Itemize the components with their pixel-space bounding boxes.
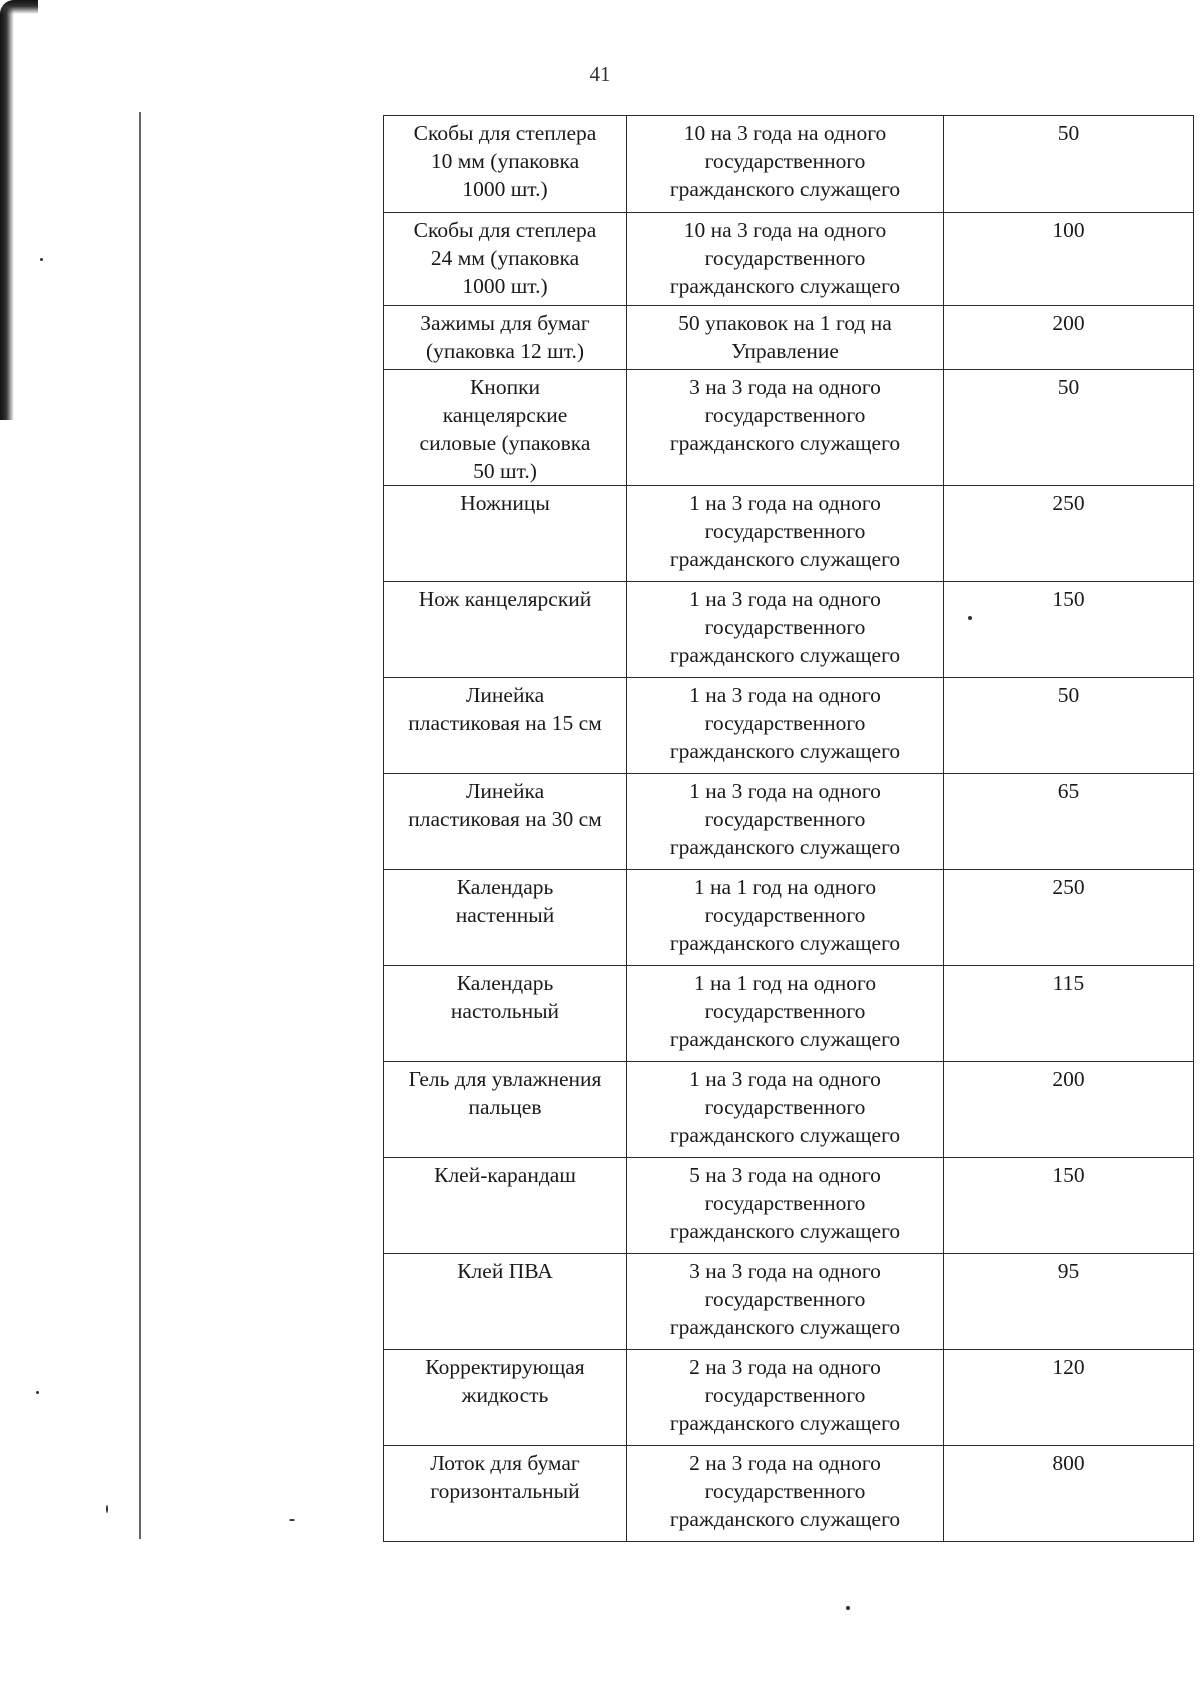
table-row — [384, 213, 1194, 306]
item-name-cell — [384, 116, 627, 213]
item-name-cell — [384, 213, 627, 306]
item-price-cell — [944, 306, 1194, 370]
page-number: 41 — [589, 62, 611, 86]
item-price-cell — [944, 1254, 1194, 1350]
item-price-cell — [944, 1062, 1194, 1158]
item-norm-cell — [627, 678, 944, 774]
item-price-cell — [944, 678, 1194, 774]
table-row — [384, 306, 1194, 370]
item-name-cell — [384, 966, 627, 1062]
item-name-cell — [384, 870, 627, 966]
item-norm-cell — [627, 582, 944, 678]
scan-speck — [36, 1391, 39, 1394]
supplies-table-body — [384, 116, 1194, 1542]
scan-speck — [106, 1505, 108, 1513]
item-price: 250 — [1052, 491, 1085, 515]
table-row — [384, 582, 1194, 678]
table-row — [384, 1158, 1194, 1254]
scan-speck — [289, 1519, 295, 1521]
item-price: 50 — [1057, 121, 1080, 145]
item-price: 115 — [1052, 971, 1085, 995]
item-price-cell — [944, 870, 1194, 966]
item-name-cell — [384, 1254, 627, 1350]
table-row — [384, 870, 1194, 966]
item-name-cell — [384, 774, 627, 870]
item-norm-cell — [627, 1062, 944, 1158]
item-name-cell — [384, 486, 627, 582]
item-price: 65 — [1057, 779, 1080, 803]
margin-line — [139, 112, 141, 1539]
item-price-cell — [944, 1446, 1194, 1542]
item-name: Клей-карандаш — [434, 1163, 576, 1187]
item-norm-cell — [627, 966, 944, 1062]
item-norm: 10 на 3 года на одного государственного гражданского служащего — [669, 121, 901, 201]
item-norm-cell — [627, 1254, 944, 1350]
item-name-cell — [384, 1158, 627, 1254]
item-price-cell — [944, 486, 1194, 582]
item-name: Корректирующая жидкость — [425, 1355, 585, 1407]
item-price-cell — [944, 116, 1194, 213]
item-price-cell — [944, 370, 1194, 486]
item-name-cell — [384, 370, 627, 486]
table-row — [384, 966, 1194, 1062]
item-name-cell — [384, 1350, 627, 1446]
item-norm-cell — [627, 486, 944, 582]
item-name-cell — [384, 582, 627, 678]
item-norm: 10 на 3 года на одного государственного гражданского служащего — [669, 218, 901, 298]
item-name: Нож канцелярский — [418, 587, 592, 611]
item-price: 50 — [1057, 683, 1080, 707]
item-norm: 2 на 3 года на одного государственного гражданского служащего — [669, 1451, 901, 1531]
item-name: Календарь настольный — [450, 971, 560, 1023]
item-name: Кнопки канцелярские силовые (упаковка 50 шт.) — [419, 375, 591, 483]
item-norm: 2 на 3 года на одного государственного гражданского служащего — [669, 1355, 901, 1435]
table-row — [384, 486, 1194, 582]
item-name: Гель для увлажнения пальцев — [408, 1067, 602, 1119]
item-price: 95 — [1057, 1259, 1080, 1283]
scan-edge-shadow-top — [0, 0, 38, 14]
item-norm-cell — [627, 370, 944, 486]
item-price: 800 — [1052, 1451, 1085, 1475]
item-name: Линейка пластиковая на 15 см — [408, 683, 602, 735]
table-row — [384, 678, 1194, 774]
scan-speck — [40, 258, 43, 261]
item-price: 100 — [1052, 218, 1085, 242]
item-name-cell — [384, 1446, 627, 1542]
item-price-cell — [944, 1350, 1194, 1446]
item-norm-cell — [627, 774, 944, 870]
item-name-cell — [384, 306, 627, 370]
item-price: 150 — [1052, 1163, 1085, 1187]
item-price-cell — [944, 966, 1194, 1062]
item-price: 150 — [1052, 587, 1085, 611]
item-price-cell — [944, 213, 1194, 306]
table-row — [384, 1062, 1194, 1158]
item-norm: 5 на 3 года на одного государственного гражданского служащего — [669, 1163, 901, 1243]
item-norm: 3 на 3 года на одного государственного гражданского служащего — [669, 375, 901, 455]
item-price: 200 — [1052, 311, 1085, 335]
item-norm: 1 на 3 года на одного государственного гражданского служащего — [669, 587, 901, 667]
item-norm: 1 на 3 года на одного государственного гражданского служащего — [669, 779, 901, 859]
item-name-cell — [384, 678, 627, 774]
item-norm-cell — [627, 213, 944, 306]
item-norm-cell — [627, 1350, 944, 1446]
item-norm-cell — [627, 870, 944, 966]
item-name: Лоток для бумаг горизонтальный — [430, 1451, 580, 1503]
item-norm-cell — [627, 116, 944, 213]
item-norm-cell — [627, 306, 944, 370]
item-norm: 1 на 3 года на одного государственного гражданского служащего — [669, 491, 901, 571]
table-row — [384, 116, 1194, 213]
scan-speck — [846, 1606, 850, 1610]
item-norm: 50 упаковок на 1 год на Управление — [678, 311, 892, 363]
item-norm: 1 на 1 год на одного государственного гражданского служащего — [669, 875, 901, 955]
table-row — [384, 1446, 1194, 1542]
supplies-table — [383, 115, 1194, 1542]
item-norm: 3 на 3 года на одного государственного гражданского служащего — [669, 1259, 901, 1339]
item-price-cell — [944, 582, 1194, 678]
item-name: Скобы для степлера 24 мм (упаковка 1000 шт.) — [413, 218, 597, 298]
item-name: Календарь настенный — [455, 875, 555, 927]
table-row — [384, 1350, 1194, 1446]
item-name-cell — [384, 1062, 627, 1158]
item-norm: 1 на 1 год на одного государственного гражданского служащего — [669, 971, 901, 1051]
table-row — [384, 1254, 1194, 1350]
item-price: 200 — [1052, 1067, 1085, 1091]
item-name: Линейка пластиковая на 30 см — [408, 779, 602, 831]
item-name: Скобы для степлера 10 мм (упаковка 1000 шт.) — [413, 121, 597, 201]
item-price: 120 — [1052, 1355, 1085, 1379]
item-name: Ножницы — [460, 491, 550, 515]
item-price: 250 — [1052, 875, 1085, 899]
item-norm: 1 на 3 года на одного государственного гражданского служащего — [669, 1067, 901, 1147]
item-price: 50 — [1057, 375, 1080, 399]
table-row — [384, 370, 1194, 486]
item-name: Клей ПВА — [457, 1259, 553, 1283]
item-name: Зажимы для бумаг (упаковка 12 шт.) — [420, 311, 590, 363]
table-row — [384, 774, 1194, 870]
item-norm-cell — [627, 1446, 944, 1542]
item-norm: 1 на 3 года на одного государственного гражданского служащего — [669, 683, 901, 763]
item-price-cell — [944, 1158, 1194, 1254]
item-price-cell — [944, 774, 1194, 870]
item-norm-cell — [627, 1158, 944, 1254]
